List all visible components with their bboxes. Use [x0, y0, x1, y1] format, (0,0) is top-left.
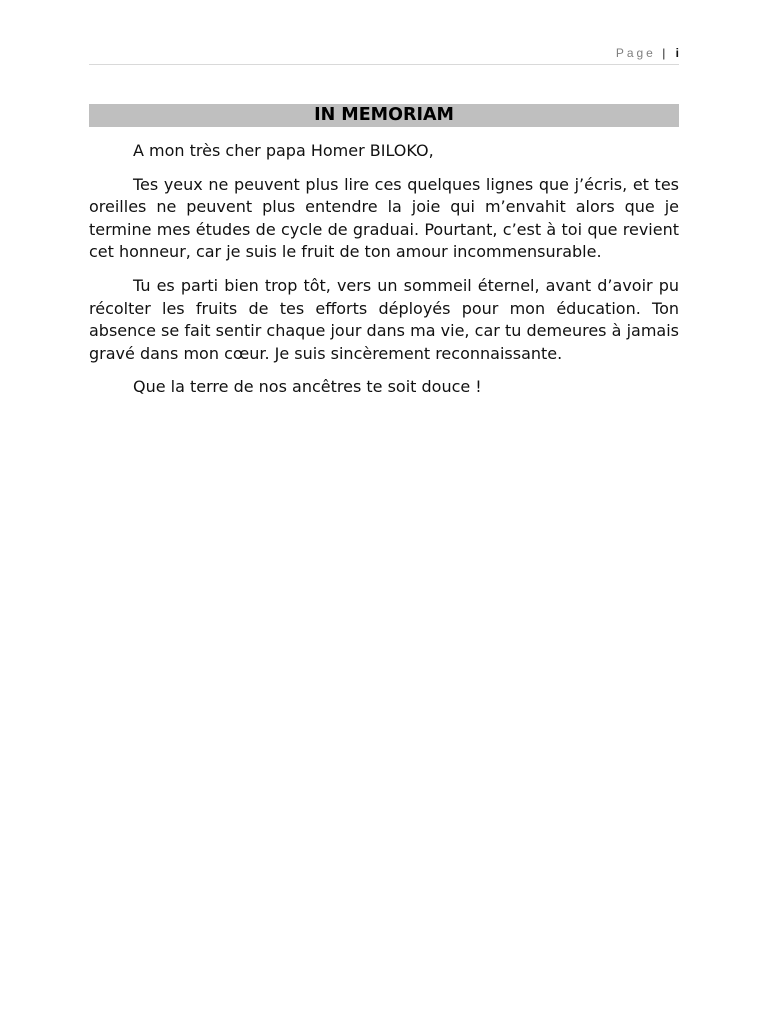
paragraph-1: Tes yeux ne peuvent plus lire ces quelques lignes que j’écris, et tes oreilles ne peuvent plus entendre la joie qui m’envahit alors que je termine mes études de cycle de graduai. Pourtant, c’est à toi que revient cet honneur, car je suis le fruit de ton amour incommensurable. — [89, 174, 679, 262]
header-rule — [89, 64, 679, 65]
page-separator: | — [662, 46, 666, 60]
page-label: Page — [615, 46, 656, 60]
paragraph-closing: Que la terre de nos ancêtres te soit douce ! — [133, 377, 482, 397]
paragraph-salutation: A mon très cher papa Homer BILOKO, — [133, 141, 434, 160]
paragraph-2: Tu es parti bien trop tôt, vers un sommeil éternel, avant d’avoir pu récolter les fruits de tes efforts déployés pour mon éducation. Ton absence se fait sentir chaque jour dans ma vie, car tu demeures à jamais gravé dans mon cœur. Je suis sincèrement reconnaissante. — [89, 275, 679, 363]
page-header — [616, 46, 679, 60]
page-number: i — [675, 46, 679, 60]
section-title: IN MEMORIAM — [89, 104, 679, 127]
body-text — [89, 140, 679, 410]
